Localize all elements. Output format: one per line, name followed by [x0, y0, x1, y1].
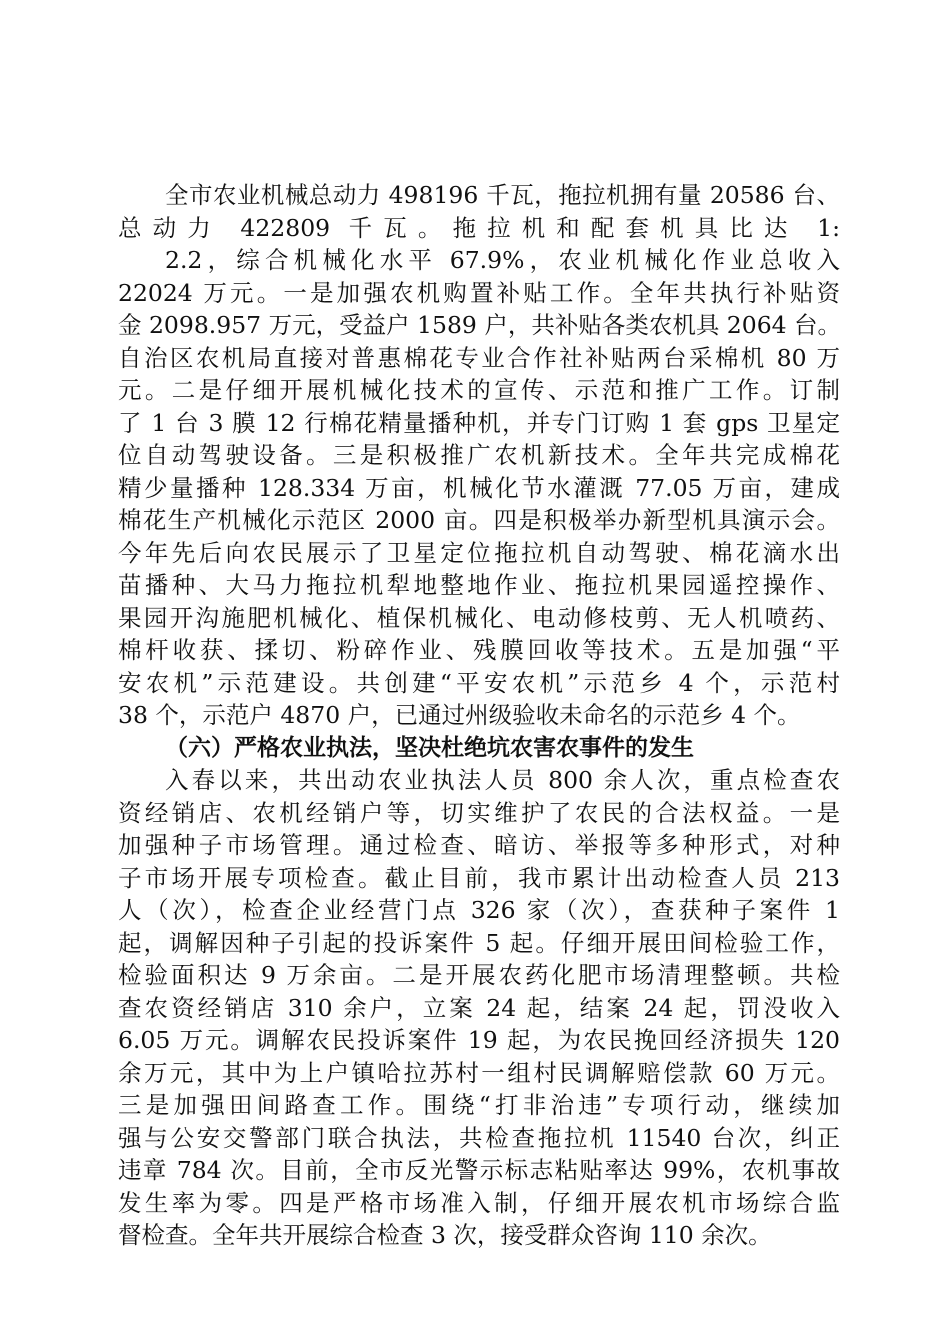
paragraph-line: 棉杆收获、揉切、粉碎作业、残膜回收等技术。五是加强“平	[118, 636, 840, 664]
paragraph-line: 人（次），检查企业经营门点 326 家（次），查获种子案件 1	[118, 896, 840, 924]
paragraph-line: 起，调解因种子引起的投诉案件 5 起。仔细开展田间检验工作，	[118, 928, 840, 957]
paragraph-line: 位自动驾驶设备。三是积极推广农机新技术。全年共完成棉花	[118, 441, 840, 469]
paragraph-line: 今年先后向农民展示了卫星定位拖拉机自动驾驶、棉花滴水出	[118, 538, 840, 567]
paragraph-line: 棉花生产机械化示范区 2000 亩。四是积极举办新型机具演示会。	[118, 506, 840, 534]
paragraph-line: 精少量播种 128.334 万亩，机械化节水灌溉 77.05 万亩，建成	[118, 473, 840, 502]
paragraph-line: 资经销店、农机经销户等，切实维护了农民的合法权益。一是	[118, 798, 840, 827]
paragraph-line: 2.2，综合机械化水平 67.9%，农业机械化作业总收入	[165, 246, 840, 274]
paragraph-line: 三是加强田间路查工作。围绕“打非治违”专项行动，继续加	[118, 1091, 840, 1119]
paragraph-line: 元。二是仔细开展机械化技术的宣传、示范和推广工作。订制	[118, 376, 840, 404]
paragraph-line: 总动力 422809 千瓦。拖拉机和配套机具比达 1:	[118, 213, 840, 242]
paragraph-line: 果园开沟施肥机械化、植保机械化、电动修枝剪、无人机喷药、	[118, 603, 840, 632]
paragraph-line: 发生率为零。四是严格市场准入制，仔细开展农机市场综合监	[118, 1188, 840, 1217]
paragraph-line: 安农机”示范建设。共创建“平安农机”示范乡 4 个，示范村	[118, 668, 840, 697]
paragraph-line: 强与公安交警部门联合执法，共检查拖拉机 11540 台次，纠正	[118, 1123, 840, 1152]
paragraph-line: 违章 784 次。目前，全市反光警示标志粘贴率达 99%，农机事故	[118, 1156, 840, 1184]
paragraph-line: 查农资经销店 310 余户，立案 24 起，结案 24 起，罚没收入	[118, 993, 840, 1022]
paragraph-line: 子市场开展专项检查。截止目前，我市累计出动检查人员 213	[118, 863, 840, 892]
paragraph-line: 督检查。全年共开展综合检查 3 次，接受群众咨询 110 余次。	[118, 1221, 772, 1249]
paragraph-line: 38 个，示范户 4870 户，已通过州级验收未命名的示范乡 4 个。	[118, 701, 801, 729]
paragraph-line: 6.05 万元。调解农民投诉案件 19 起，为农民挽回经济损失 120	[118, 1026, 840, 1054]
section-heading: （六）严格农业执法，坚决杜绝坑农害农事件的发生	[165, 734, 694, 761]
paragraph-line: 检验面积达 9 万余亩。二是开展农药化肥市场清理整顿。共检	[118, 961, 840, 989]
paragraph-line: 自治区农机局直接对普惠棉花专业合作社补贴两台采棉机 80 万	[118, 343, 840, 372]
paragraph-line: 22024 万元。一是加强农机购置补贴工作。全年共执行补贴资	[118, 278, 840, 307]
paragraph-line: 余万元，其中为上户镇哈拉苏村一组村民调解赔偿款 60 万元。	[118, 1058, 840, 1087]
paragraph-line: 全市农业机械总动力 498196 千瓦，拖拉机拥有量 20586 台、	[165, 181, 840, 209]
paragraph-line: 苗播种、大马力拖拉机犁地整地作业、拖拉机果园遥控操作、	[118, 571, 840, 599]
paragraph-line: 了 1 台 3 膜 12 行棉花精量播种机，并专门订购 1 套 gps 卫星定	[118, 408, 840, 437]
document-body	[118, 179, 840, 1252]
paragraph-line: 入春以来，共出动农业执法人员 800 余人次，重点检查农	[165, 766, 840, 794]
paragraph-line: 金 2098.957 万元，受益户 1589 户，共补贴各类农机具 2064 台。	[118, 311, 842, 339]
paragraph-line: 加强种子市场管理。通过检查、暗访、举报等多种形式，对种	[118, 831, 840, 859]
